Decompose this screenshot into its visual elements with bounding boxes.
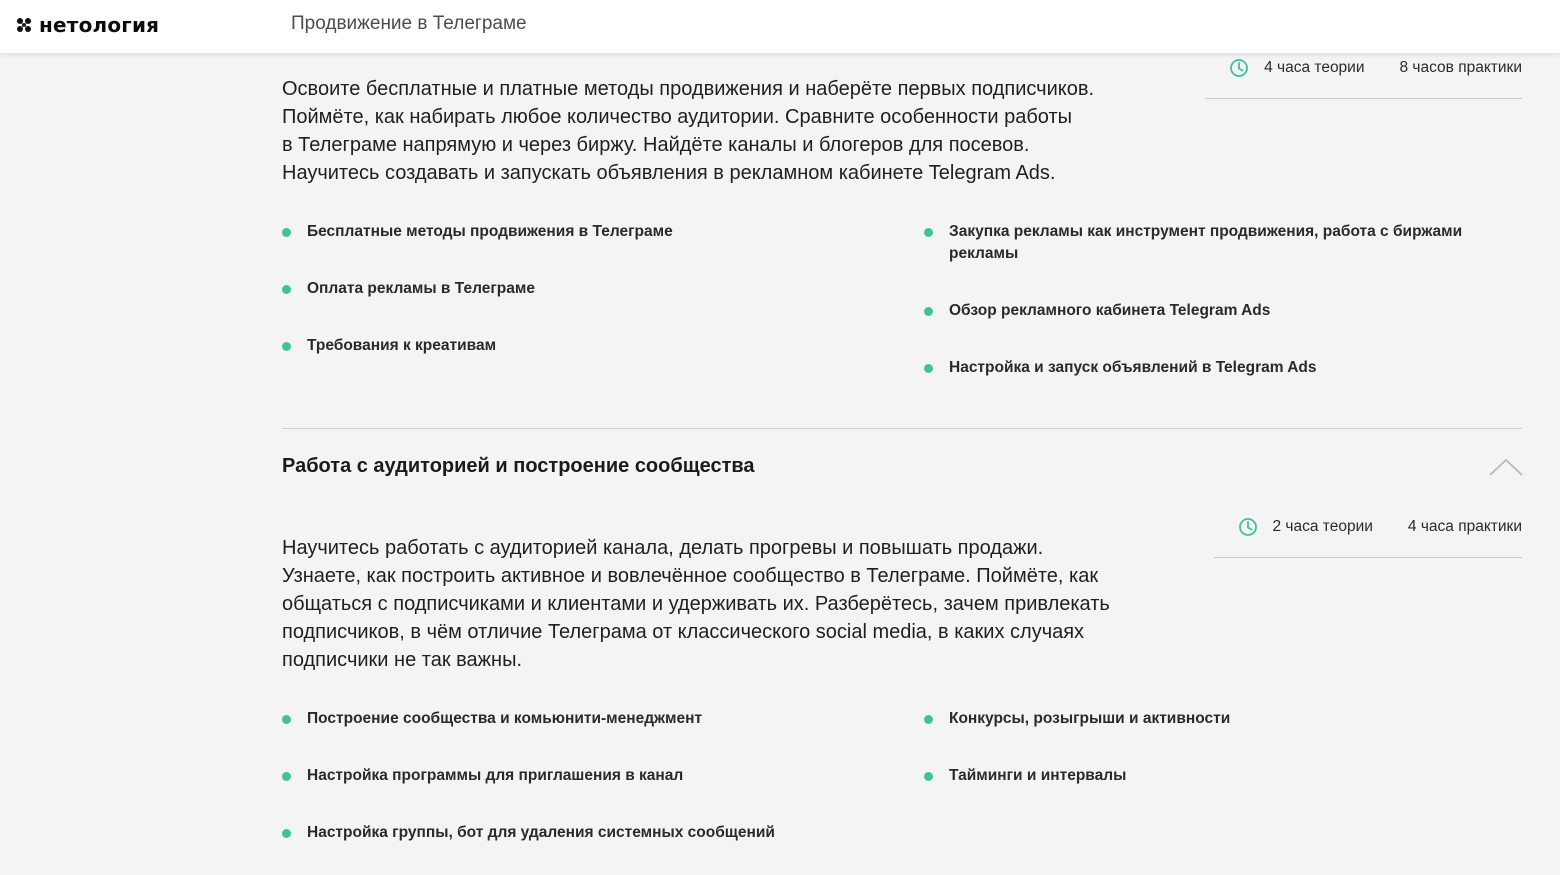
list-item bbox=[282, 708, 867, 730]
logo[interactable] bbox=[16, 12, 159, 38]
description-line: Освоите бесплатные и платные методы продвижения и наберёте первых подписчиков. bbox=[282, 78, 1095, 100]
description-line: Научитесь создавать и запускать объявления в рекламном кабинете Telegram Ads. bbox=[282, 162, 1056, 184]
description-line: подписчиков, в чём отличие Телеграма от классического social media, в каких случаях bbox=[282, 621, 1085, 643]
stats-divider bbox=[1214, 557, 1522, 558]
topic-label: Настройка и запуск объявлений в Telegram Ads bbox=[949, 359, 1317, 376]
topic-label: Требования к креативам bbox=[307, 337, 497, 354]
topic-label: Оплата рекламы в Телеграме bbox=[307, 280, 535, 297]
topic-label: Конкурсы, розыгрыши и активности bbox=[949, 710, 1231, 727]
page-title: Продвижение в Телеграме bbox=[291, 13, 527, 34]
description-line: Узнаете, как построить активное и вовлечённое сообщество в Телеграме. Поймёте, как bbox=[282, 565, 1099, 587]
topic-label: Построение сообщества и комьюнити-менеджмент bbox=[307, 710, 703, 727]
theory-hours: 4 часа теории bbox=[1264, 59, 1365, 76]
module-description bbox=[282, 534, 1110, 674]
module-title[interactable]: Работа с аудиторией и построение сообщества bbox=[282, 455, 755, 477]
practice-hours: 8 часов практики bbox=[1399, 59, 1522, 76]
module-2 bbox=[282, 0, 1522, 875]
bullet-dot bbox=[924, 772, 933, 781]
description-line: Поймёте, как набирать любое количество аудитории. Сравните особенности работы bbox=[282, 106, 1072, 128]
topic-label: Закупка рекламы как инструмент продвижения, работа с биржами рекламы bbox=[949, 223, 1463, 262]
top-header bbox=[0, 0, 1560, 53]
clock-icon bbox=[1238, 517, 1258, 537]
topic-label: Настройка группы, бот для удаления системных сообщений bbox=[307, 824, 775, 841]
description-line: в Телеграме напрямую и через биржу. Найдёте каналы и блогеров для посевов. bbox=[282, 134, 1030, 156]
bullet-dot bbox=[282, 715, 291, 724]
bullet-dot bbox=[282, 772, 291, 781]
module-hours bbox=[1238, 515, 1523, 539]
description-line: подписчики не так важны. bbox=[282, 649, 522, 671]
netology-logo-icon bbox=[16, 17, 32, 33]
bullet-dot bbox=[924, 715, 933, 724]
practice-hours: 4 часа практики bbox=[1407, 518, 1522, 535]
list-item bbox=[924, 708, 1509, 730]
topic-label: Тайминги и интервалы bbox=[949, 767, 1127, 784]
logo-text: нетология bbox=[39, 13, 160, 37]
theory-hours: 2 часа теории bbox=[1272, 518, 1373, 535]
list-item bbox=[282, 822, 867, 844]
description-line: Научитесь работать с аудиторией канала, делать прогревы и повышать продажи. bbox=[282, 537, 1044, 559]
topic-label: Бесплатные методы продвижения в Телеграме bbox=[307, 223, 673, 240]
list-item bbox=[924, 765, 1509, 787]
topic-label: Обзор рекламного кабинета Telegram Ads bbox=[949, 302, 1271, 319]
description-line: общаться с подписчиками и клиентами и удерживать их. Разберётесь, зачем привлекать bbox=[282, 593, 1110, 615]
list-item bbox=[282, 765, 867, 787]
topic-label: Настройка программы для приглашения в канал bbox=[307, 767, 684, 784]
bullet-dot bbox=[282, 829, 291, 838]
